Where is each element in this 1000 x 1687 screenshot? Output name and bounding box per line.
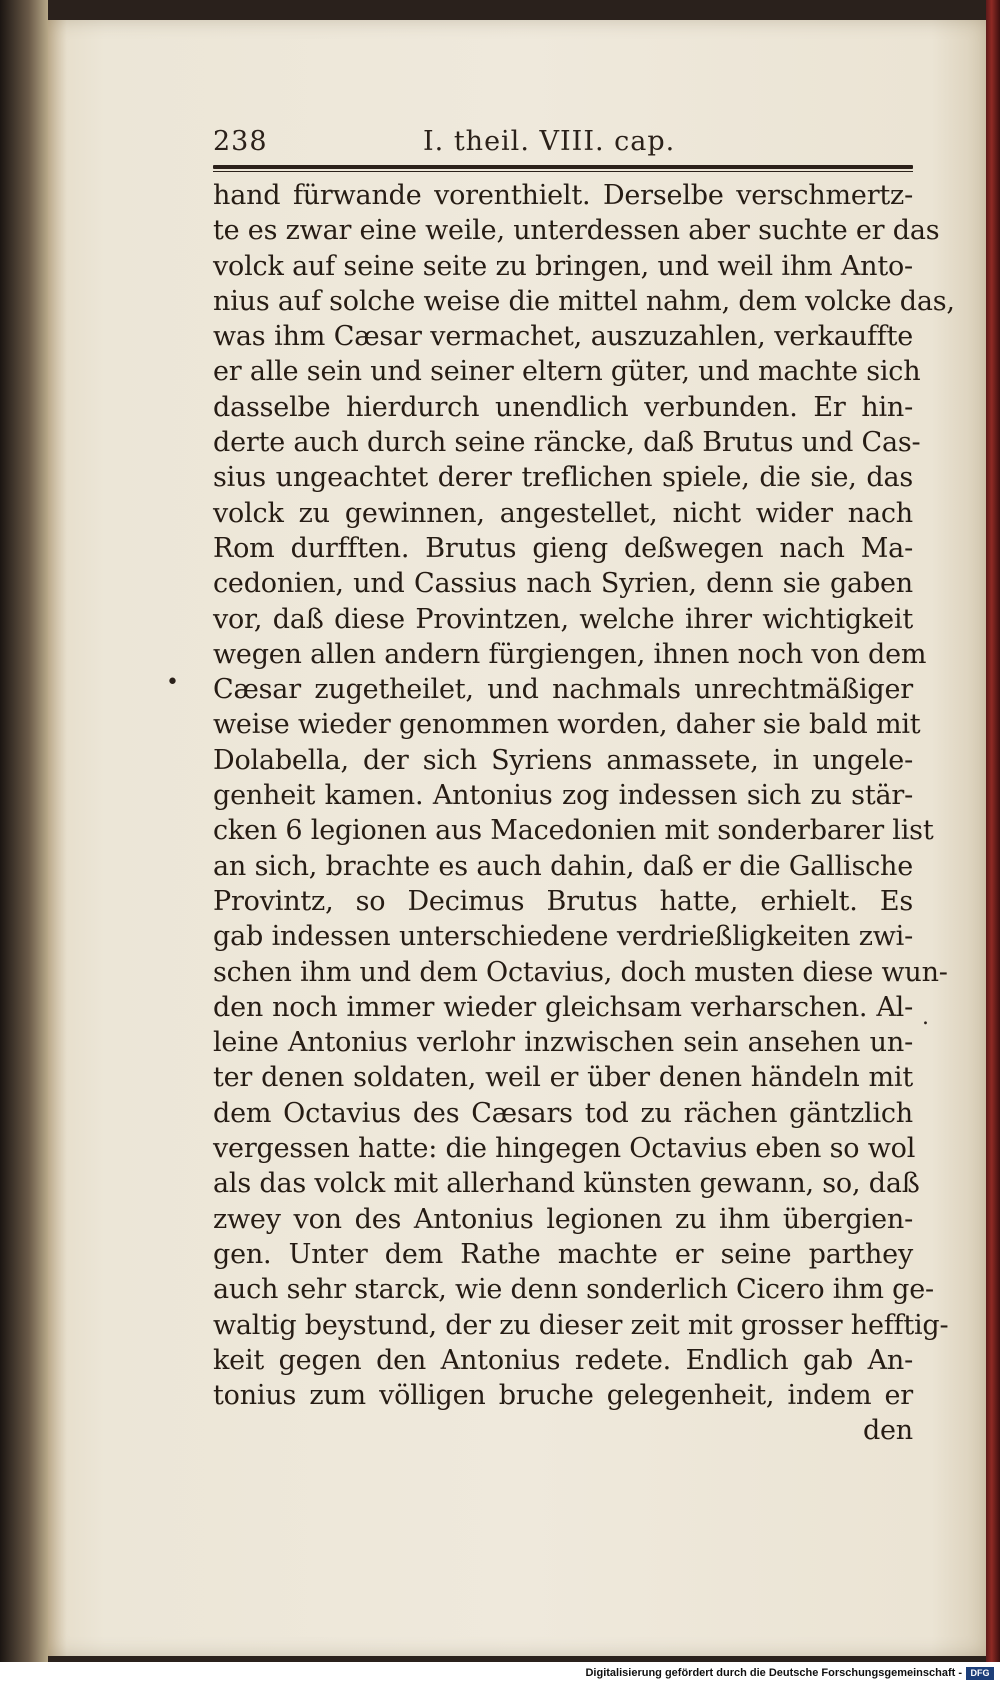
book-left-edge xyxy=(0,0,48,1662)
footer-bar xyxy=(0,1664,1000,1687)
page-number: 238 xyxy=(213,126,268,157)
text-line: hand fürwande vorenthielt. Derselbe verschmertz- xyxy=(213,180,913,211)
text-line: ter denen soldaten, weil er über denen händeln mit xyxy=(213,1062,913,1094)
book-spine xyxy=(986,0,1000,1662)
text-line: keit gegen den Antonius redete. Endlich gab An- xyxy=(213,1344,913,1376)
text-line: den noch immer wieder gleichsam verharschen. Al- xyxy=(213,991,913,1023)
text-line: weise wieder genommen worden, daher sie bald mit xyxy=(213,709,921,741)
text-line: volck auf seine seite zu bringen, und weil ihm Anto- xyxy=(213,250,913,282)
text-line: den xyxy=(862,1415,913,1447)
text-line: cedonien, und Cassius nach Syrien, denn sie gaben xyxy=(213,568,913,600)
text-line: genheit kamen. Antonius zog indessen sich zu stär- xyxy=(213,780,913,812)
text-line: gab indessen unterschiedene verdrießligkeiten zwi- xyxy=(213,921,913,953)
text-line: tonius zum völligen bruche gelegenheit, indem er xyxy=(213,1380,913,1412)
text-line: sius ungeachtet derer treflichen spiele, die sie, das xyxy=(213,462,913,494)
text-line: cken 6 legionen aus Macedonien mit sonderbarer list xyxy=(213,815,934,847)
header-rule xyxy=(213,165,913,169)
text-line: derte auch durch seine räncke, daß Brutus und Cas- xyxy=(213,427,921,459)
header-rule-thin xyxy=(213,171,913,172)
text-line: nius auf solche weise die mittel nahm, dem volcke das, xyxy=(213,285,955,317)
text-line: Cæsar zugetheilet, und nachmals unrechtmäßiger xyxy=(213,674,913,706)
text-line: waltig beystund, der zu dieser zeit mit grosser hefftig- xyxy=(213,1309,949,1341)
text-line: auch sehr starck, wie denn sonderlich Cicero ihm ge- xyxy=(213,1274,934,1306)
text-line: was ihm Cæsar vermachet, auszuzahlen, verkauffte xyxy=(213,321,913,353)
text-line: als das volck mit allerhand künsten gewann, so, daß xyxy=(213,1168,920,1200)
text-line: leine Antonius verlohr inzwischen sein ansehen un- xyxy=(213,1027,913,1059)
text-line: vor, daß diese Provintzen, welche ihrer wichtigkeit xyxy=(213,603,913,635)
text-line: Rom durfften. Brutus gieng deßwegen nach Ma- xyxy=(213,532,913,564)
text-line: Provintz, so Decimus Brutus hatte, erhielt. Es xyxy=(213,885,913,917)
text-line: dasselbe hierdurch unendlich verbunden. Er hin- xyxy=(213,391,913,423)
text-line: dem Octavius des Cæsars tod zu rächen gäntzlich xyxy=(213,1097,913,1129)
text-line: volck zu gewinnen, angestellet, nicht wider nach xyxy=(213,497,913,529)
text-line: zwey von des Antonius legionen zu ihm übergien- xyxy=(213,1203,913,1235)
margin-mark: • xyxy=(166,670,179,695)
text-line: wegen allen andern fürgiengen, ihnen noch von dem xyxy=(213,638,927,670)
funding-credit: Digitalisierung gefördert durch die Deutsche Forschungsgemeinschaft - xyxy=(585,1667,962,1679)
text-line: gen. Unter dem Rathe machte er seine parthey xyxy=(213,1238,913,1270)
running-head: I. theil. VIII. cap. xyxy=(423,126,676,157)
text-line: te es zwar eine weile, unterdessen aber suchte er das xyxy=(213,215,940,247)
body-text xyxy=(213,178,955,1449)
text-line: schen ihm und dem Octavius, doch musten diese wun- xyxy=(213,956,948,988)
margin-mark: . xyxy=(922,1005,929,1030)
text-line: er alle sein und seiner eltern güter, und machte sich xyxy=(213,356,921,388)
text-line: vergessen hatte: die hingegen Octavius eben so wol xyxy=(213,1133,916,1165)
page-header xyxy=(213,122,913,162)
dfg-logo: DFG xyxy=(966,1667,994,1680)
text-line: an sich, brachte es auch dahin, daß er die Gallische xyxy=(213,850,913,882)
text-line: Dolabella, der sich Syriens anmassete, in ungele- xyxy=(213,744,913,776)
